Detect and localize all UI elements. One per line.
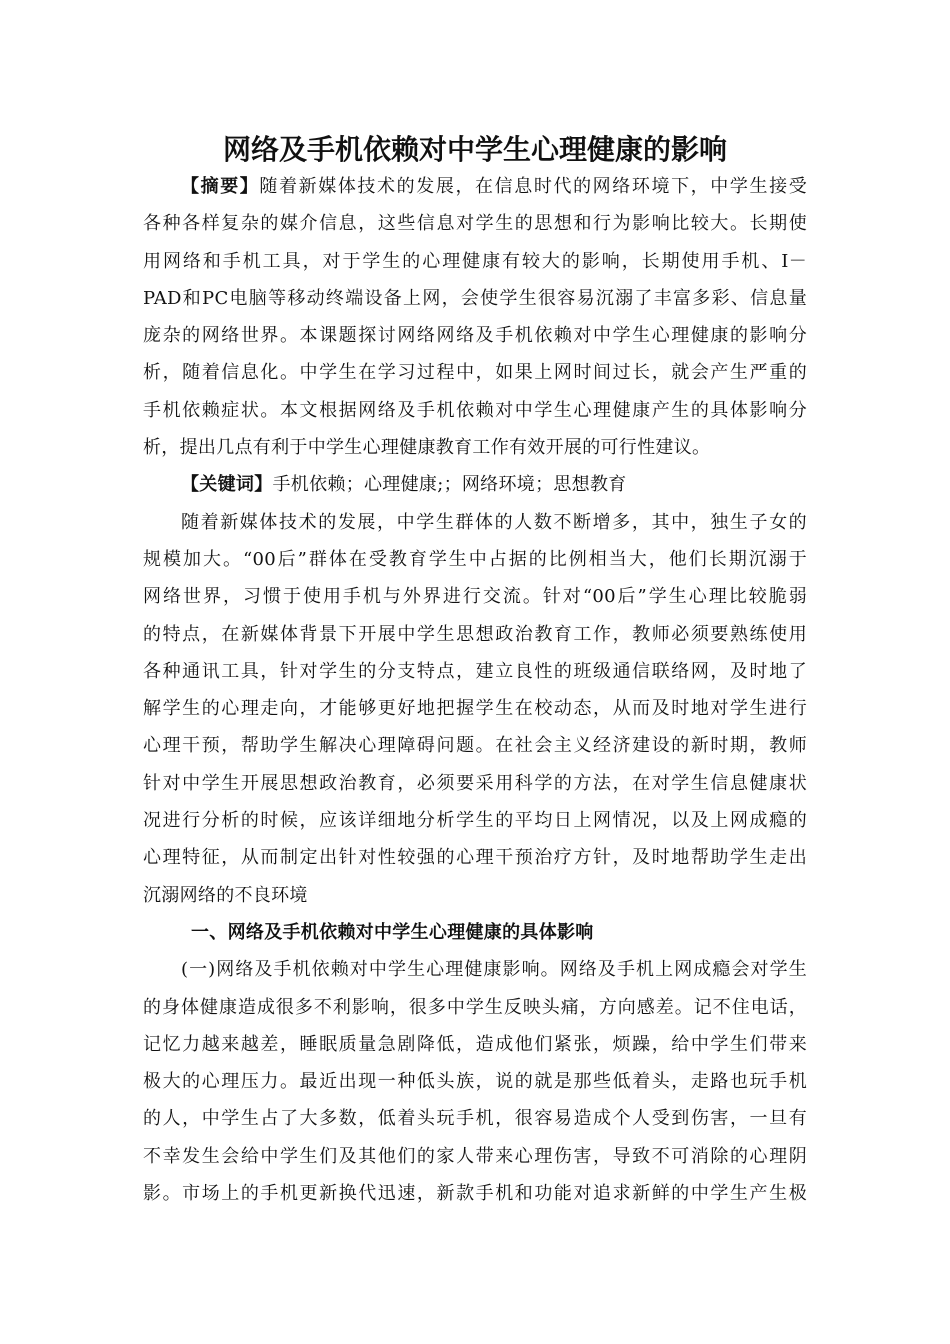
intro-line: 针对中学生开展思想政治教育，必须要采用科学的方法，在对学生信息健康状 bbox=[143, 772, 807, 794]
section-line: 影。市场上的手机更新换代迅速，新款手机和功能对追求新鲜的中学生产生极 bbox=[143, 1183, 807, 1205]
abstract-line: 各种各样复杂的媒介信息，这些信息对学生的思想和行为影响比较大。长期使 bbox=[143, 213, 807, 235]
intro-line: 随着新媒体技术的发展，中学生群体的人数不断增多，其中，独生子女的 bbox=[181, 511, 807, 533]
section-line: 的身体健康造成很多不利影响，很多中学生反映头痛，方向感差。记不住电话， bbox=[143, 996, 807, 1018]
abstract-label: 【摘要】 bbox=[181, 176, 260, 197]
abstract-line: 析，随着信息化。中学生在学习过程中，如果上网时间过长，就会产生严重的 bbox=[143, 362, 807, 384]
abstract-line: 析，提出几点有利于中学生心理健康教育工作有效开展的可行性建议。 bbox=[143, 437, 711, 459]
intro-line: 况进行分析的时候，应该详细地分析学生的平均日上网情况，以及上网成瘾的 bbox=[143, 810, 807, 832]
intro-line: 沉溺网络的不良环境 bbox=[143, 884, 308, 906]
keywords-line bbox=[143, 466, 807, 503]
section-line: 记忆力越来越差，睡眠质量急剧降低，造成他们紧张，烦躁，给中学生们带来 bbox=[143, 1033, 807, 1055]
intro-line: 的特点，在新媒体背景下开展中学生思想政治教育工作，教师必须要熟练使用 bbox=[143, 623, 807, 645]
abstract-line: 用网络和手机工具，对于学生的心理健康有较大的影响，长期使用手机、I－ bbox=[143, 250, 807, 272]
abstract-line: 庞杂的网络世界。本课题探讨网络网络及手机依赖对中学生心理健康的影响分 bbox=[143, 325, 807, 347]
abstract-line: PAD和PC电脑等移动终端设备上网，会使学生很容易沉溺了丰富多彩、信息量 bbox=[143, 287, 807, 309]
intro-line: 解学生的心理走向，才能够更好地把握学生在校动态，从而及时地对学生进行 bbox=[143, 698, 807, 720]
section-line: (一)网络及手机依赖对中学生心理健康影响。网络及手机上网成瘾会对学生 bbox=[181, 959, 807, 981]
section-line: 的人，中学生占了大多数，低着头玩手机，很容易造成个人受到伤害，一旦有 bbox=[143, 1108, 807, 1130]
intro-line: 心理特征，从而制定出针对性较强的心理干预治疗方针，及时地帮助学生走出 bbox=[143, 847, 807, 869]
section-line: 极大的心理压力。最近出现一种低头族，说的就是那些低着头，走路也玩手机 bbox=[143, 1071, 807, 1093]
document-title: 网络及手机依赖对中学生心理健康的影响 bbox=[222, 133, 727, 166]
keywords-text: 手机依赖；心理健康;；网络环境；思想教育 bbox=[272, 474, 627, 496]
section-heading: 一、网络及手机依赖对中学生心理健康的具体影响 bbox=[191, 921, 594, 943]
abstract-line: 手机依赖症状。本文根据网络及手机依赖对中学生心理健康产生的具体影响分 bbox=[143, 399, 807, 421]
intro-line: 心理干预，帮助学生解决心理障碍问题。在社会主义经济建设的新时期，教师 bbox=[143, 735, 807, 757]
section-line: 不幸发生会给中学生们及其他们的家人带来心理伤害，导致不可消除的心理阴 bbox=[143, 1145, 807, 1167]
abstract-text: 随着新媒体技术的发展，在信息时代的网络环境下，中学生接受 bbox=[259, 176, 807, 197]
intro-line: 规模加大。“00后”群体在受教育学生中占据的比例相当大，他们长期沉溺于 bbox=[143, 548, 807, 570]
intro-line: 网络世界，习惯于使用手机与外界进行交流。针对“00后”学生心理比较脆弱 bbox=[143, 586, 807, 608]
intro-line: 各种通讯工具，针对学生的分支特点，建立良性的班级通信联络网，及时地了 bbox=[143, 660, 807, 682]
keywords-label: 【关键词】 bbox=[181, 474, 273, 496]
document-body bbox=[143, 168, 807, 1212]
abstract-line bbox=[143, 168, 807, 205]
